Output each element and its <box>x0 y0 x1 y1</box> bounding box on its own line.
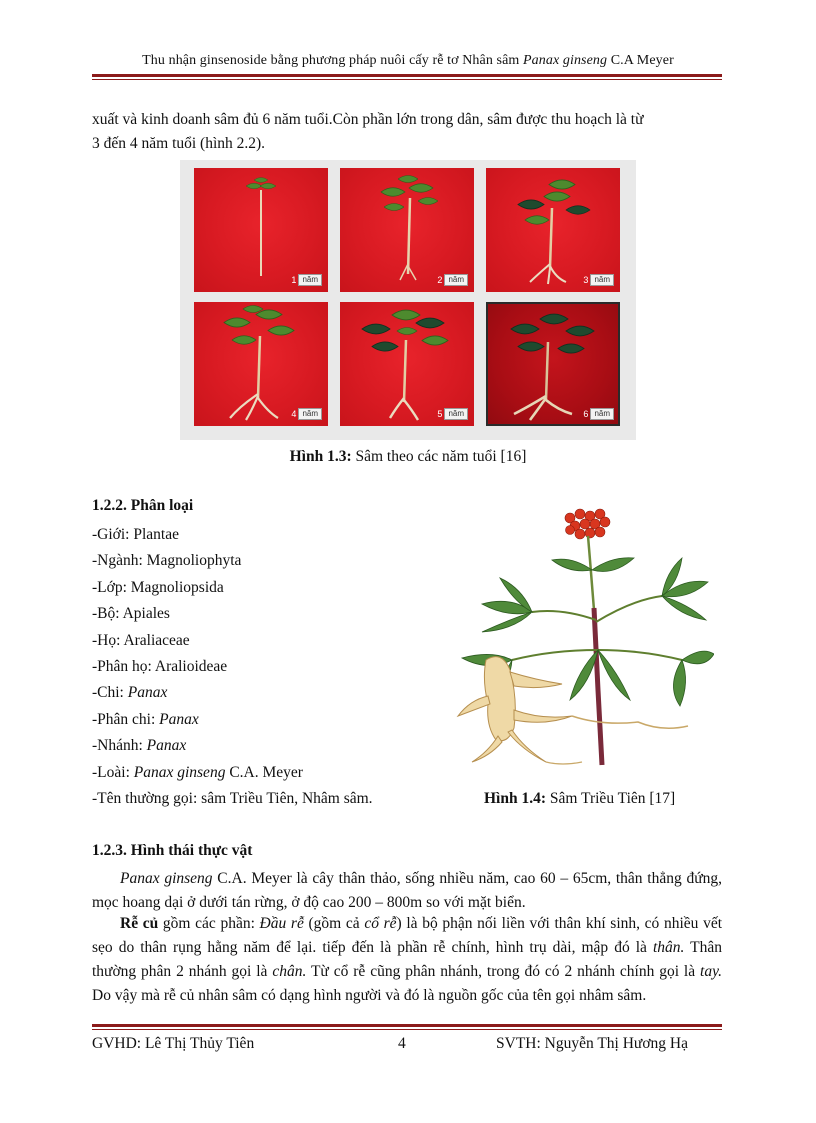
year-number: 5 <box>437 409 443 419</box>
intro-line-2: 3 đến 4 năm tuổi (hình 2.2). <box>92 135 266 152</box>
term-root-tuber: Rễ củ <box>120 915 159 932</box>
year-label-1 <box>291 274 322 286</box>
p1-text: C.A. Meyer là cây thân thảo, sống nhiều năm, cao 60 – 65cm, thân thẳng đứng, mọc hoang dại ở dưới tán rừng, ở độ cao 200 – 800m so với mặt biển. <box>92 870 722 911</box>
year-label-6 <box>583 408 614 420</box>
year-unit: năm <box>444 274 468 286</box>
taxonomy-kingdom: -Giới: Plantae <box>92 526 179 543</box>
year-unit: năm <box>444 408 468 420</box>
ginseng-photo-5-year <box>340 302 474 426</box>
berry-cluster <box>565 509 610 539</box>
year-label-4 <box>291 408 322 420</box>
header-title-suffix: C.A Meyer <box>607 53 674 68</box>
year-label-2 <box>437 274 468 286</box>
year-number: 3 <box>583 275 589 285</box>
taxonomy-order: -Bộ: Apiales <box>92 605 170 623</box>
species-name: Panax ginseng <box>120 870 213 887</box>
footer-rule-thin <box>92 1029 722 1030</box>
morphology-paragraph-1 <box>92 867 722 915</box>
term-arm: tay. <box>700 963 722 980</box>
taxonomy-subfamily: -Phân họ: Aralioideae <box>92 657 228 675</box>
taxonomy-species: -Loài: Panax ginseng C.A. Meyer <box>92 763 303 781</box>
figure-1-4-caption-text: Sâm Triều Tiên [17] <box>546 790 676 807</box>
footer-advisor: GVHD: Lê Thị Thủy Tiên <box>92 1035 255 1052</box>
ginseng-photo-3-year <box>486 168 620 292</box>
figure-1-3-caption-text: Sâm theo các năm tuổi [16] <box>351 448 527 465</box>
year-number: 6 <box>583 409 589 419</box>
year-unit: năm <box>590 274 614 286</box>
section-1-2-3-heading: 1.2.3. Hình thái thực vật <box>92 842 253 859</box>
term-root-head: Đầu rễ <box>259 915 304 932</box>
year-number: 4 <box>291 409 297 419</box>
year-number: 2 <box>437 275 443 285</box>
taxonomy-family: -Họ: Araliaceae <box>92 631 190 649</box>
korean-ginseng-illustration <box>452 500 714 772</box>
taxonomy-clade: -Nhánh: Panax <box>92 737 187 755</box>
ginseng-photo-6-year <box>486 302 620 426</box>
term-body: thân. <box>652 939 685 956</box>
footer-rule-thick <box>92 1024 722 1027</box>
morphology-paragraph-2: Rễ củ gồm các phần: Đầu rễ (gồm cả cổ rễ) là bộ phận nối liền với thân khí sinh, có nhiều vết sẹo do thân rụng hằng năm để lại. tiếp đến là phần rễ chính, hình trụ dài, mập đó là thân. Thân thường phân 2 nhánh gọi là chân. Từ cổ rễ cũng phân nhánh, trong đó có 2 nhánh chính gọi là tay. Do vậy mà rễ củ nhân sâm có dạng hình người và đó là nguồn gốc của tên gọi nhâm sâm. <box>92 915 723 1004</box>
figure-1-4-illustration <box>452 500 714 772</box>
intro-paragraph <box>92 108 722 156</box>
figure-1-4-caption-label: Hình 1.4: <box>484 790 547 807</box>
year-unit: năm <box>590 408 614 420</box>
year-unit: năm <box>298 274 322 286</box>
header-title-prefix: Thu nhận ginsenoside bằng phương pháp nuôi cấy rễ tơ Nhân sâm <box>142 53 523 68</box>
footer-page-number: 4 <box>398 1035 406 1052</box>
header-rule-thin <box>92 79 722 80</box>
taxonomy-division: -Ngành: Magnoliophyta <box>92 552 242 570</box>
year-label-3 <box>583 274 614 286</box>
taxonomy-list <box>92 524 452 810</box>
taxonomy-common-name: -Tên thường gọi: sâm Triều Tiên, Nhâm sâm. <box>92 789 373 807</box>
figure-1-3-caption-label: Hình 1.3: <box>289 448 352 465</box>
taxonomy-genus: -Chi: Panax <box>92 684 168 702</box>
taxonomy-subgenus: -Phân chi: Panax <box>92 710 199 728</box>
taxonomy-class: -Lớp: Magnoliopsida <box>92 578 224 596</box>
year-number: 1 <box>291 275 297 285</box>
header-rule-thick <box>92 74 722 77</box>
ginseng-photo-2-year <box>340 168 474 292</box>
year-unit: năm <box>298 408 322 420</box>
section-1-2-2-heading: 1.2.2. Phân loại <box>92 497 194 514</box>
header-title-italic: Panax ginseng <box>523 53 608 68</box>
figure-1-3-caption <box>0 448 816 466</box>
footer-student: SVTH: Nguyễn Thị Hương Hạ <box>496 1035 688 1052</box>
figure-1-4-caption <box>484 790 675 808</box>
figure-1-3-photo-grid <box>180 160 636 440</box>
term-root-neck: cổ rễ <box>364 915 397 932</box>
year-label-5 <box>437 408 468 420</box>
ginseng-photo-4-year <box>194 302 328 426</box>
running-header <box>0 53 816 69</box>
ginseng-photo-1-year <box>194 168 328 292</box>
term-leg: chân. <box>272 963 307 980</box>
intro-line-1: xuất và kinh doanh sâm đủ 6 năm tuổi.Còn phần lớn trong dân, sâm được thu hoạch là từ <box>92 111 644 128</box>
